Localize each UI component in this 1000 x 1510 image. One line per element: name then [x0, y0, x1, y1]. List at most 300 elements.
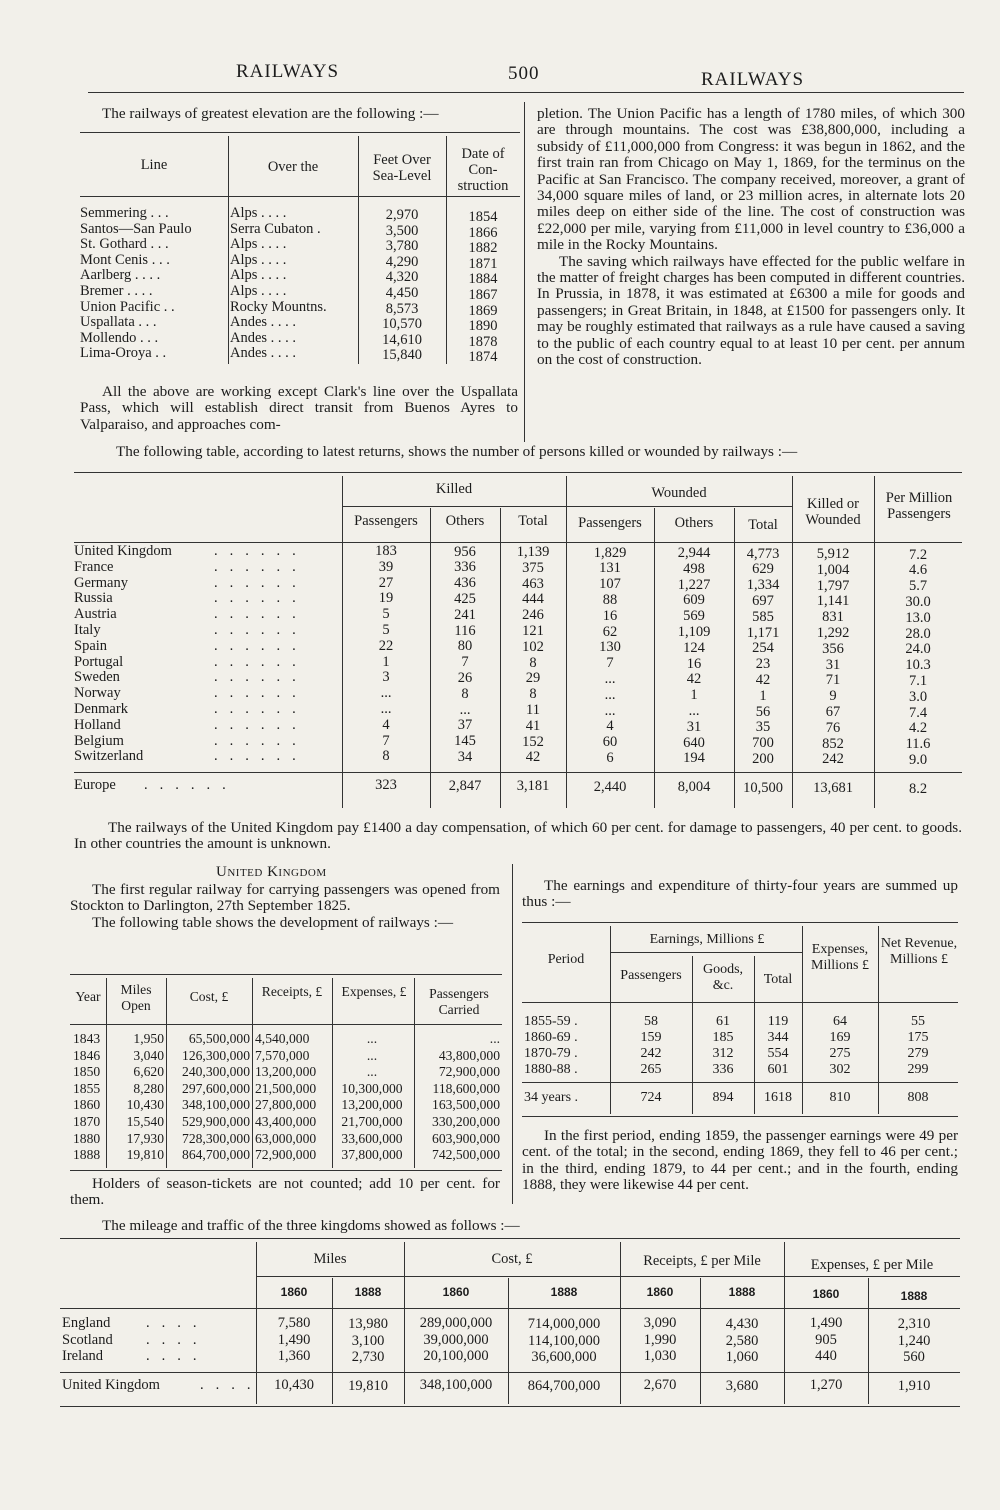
earnings-p: 1860-69 . — [524, 1030, 578, 1045]
earnings-g: 336 — [712, 1062, 734, 1077]
accidents-intro: The following table, according to latest returns, shows the number of persons killed or wounded by railways :— — [116, 443, 798, 460]
season-ticket-note: Holders of season-tickets are not counted; add 10 per cent. for them. — [70, 1175, 500, 1209]
accidents-ko: ... — [459, 701, 471, 718]
earnings-total-e: 810 — [829, 1090, 851, 1105]
col-header-feet: Feet Over Sea-Level — [372, 152, 432, 184]
elevation-intro: The railways of greatest elevation are the following :— — [102, 105, 439, 122]
accidents-kt: 444 — [522, 591, 544, 608]
kingdom-name: England — [62, 1315, 111, 1331]
earnings-p: 1855-59 . — [524, 1014, 578, 1029]
accidents-kw: 1,292 — [816, 625, 850, 641]
union-pacific-paragraph: pletion. The Union Pacific has a length of 1780 miles, of which 300 are through mountains. The cost was £38,800,000, including a subsidy of £11,000,000 from Congress: it was begun in 1862, and the first train ran from Chicago on May 1, 1869, for the terminus on the Pacific at San Francisco. The company received, moreover, a grant of 34,000 square miles of land, or 23 million acres, in alternate lots 20 miles deep on either side of the line. The cost of construction was £22,000 per mile, varying from £11,000 in level country to £36,000 a mile in the Rocky Mountains. — [537, 105, 965, 254]
country-name: Sweden — [74, 669, 120, 686]
accidents-wt: 585 — [752, 608, 774, 625]
accidents-pm: 13.0 — [905, 609, 931, 626]
elevation-over: Andes . . . . — [230, 329, 297, 346]
uk-text: The first regular railway for carrying passengers was opened from Stockton to Darlington, 27th September 1825. The following table shows the development of railways :— — [70, 881, 500, 931]
accidents-ko: 7 — [461, 654, 469, 671]
uk-e: ... — [366, 1031, 378, 1046]
country-name: Spain — [74, 637, 108, 654]
mileage-e2: 560 — [903, 1349, 925, 1365]
earnings-g: 61 — [716, 1014, 730, 1029]
earnings-n: 175 — [907, 1030, 929, 1045]
elevation-feet: 4,320 — [385, 269, 419, 286]
mileage-e1: 440 — [815, 1348, 837, 1364]
accidents-pm: 24.0 — [905, 641, 931, 658]
uk-c: 297,600,000 — [182, 1080, 250, 1096]
accidents-wp: 4 — [606, 718, 614, 735]
uk-m: 15,540 — [126, 1114, 164, 1129]
accidents-wp: ... — [604, 686, 616, 703]
elevation-date: 1871 — [468, 255, 498, 272]
accidents-wt: 1,334 — [746, 577, 780, 594]
earnings-n: 279 — [907, 1046, 929, 1061]
accidents-wt: 56 — [755, 703, 771, 720]
accidents-ko: 145 — [454, 733, 476, 750]
accidents-kp: 19 — [378, 590, 394, 607]
earnings-after: In the first period, ending 1859, the passenger earnings were 49 per cent. of the total; in the second, ending 1869, they fell to 46 per cent.; in the third, ending 1879, to 44 per cent.; and in the fourth, ending 1888, they were likewise 44 per cent. — [522, 1127, 958, 1194]
accidents-kt: 42 — [525, 749, 541, 766]
earnings-intro: The earnings and expenditure of thirty-four years are summed up thus :— — [522, 877, 958, 911]
accidents-wo: 194 — [683, 750, 705, 767]
accidents-kp: 7 — [382, 732, 390, 749]
col-header-killed-or-wounded: Killed or Wounded — [805, 496, 861, 528]
elevation-date: 1882 — [468, 240, 498, 257]
uk-p: 603,900,000 — [432, 1130, 500, 1146]
mileage-e1: 905 — [815, 1331, 837, 1348]
accidents-ko: 26 — [457, 669, 473, 686]
mileage-e2: 2,310 — [897, 1316, 931, 1332]
earnings-pa: 242 — [640, 1046, 662, 1061]
elevation-line-name: St. Gothard . . . — [80, 236, 169, 253]
accidents-ko: 436 — [454, 575, 476, 592]
elevation-over: Alps . . . . — [230, 236, 287, 253]
accidents-kw: 71 — [825, 672, 841, 689]
elevation-date: 1867 — [468, 287, 498, 303]
elevation-line-name: Bremer . . . . — [80, 283, 153, 299]
leader-dots: ...... — [214, 543, 308, 559]
accidents-pm: 7.4 — [908, 704, 928, 721]
mileage-e2: 1,240 — [897, 1332, 931, 1349]
mileage-m1: 10,430 — [274, 1377, 314, 1393]
saving-paragraph: The saving which railways have effected for the public welfare in the matter of freight charges has been computed in different countries. In Prussia, in 1878, it was estimated at £6300 a mile for goods and passengers; in Great Britain, in 1848, at £1500 for passengers only. It may be roughly estimated that railways as a rule have caused a saving to the public of each country equal to at least 10 per cent. per annum on the cost of construction. — [537, 252, 965, 369]
right-column-text — [537, 106, 965, 369]
accidents-kp: 5 — [382, 622, 390, 638]
accidents-pm: 7.2 — [908, 546, 928, 563]
column-divider-top — [524, 102, 525, 442]
earnings-total-g: 894 — [712, 1090, 734, 1105]
accidents-ko: 37 — [457, 717, 473, 734]
accidents-kt: 3,181 — [516, 778, 550, 794]
mileage-intro: The mileage and traffic of the three kingdoms showed as follows :— — [102, 1217, 520, 1234]
elevation-feet: 2,970 — [385, 207, 419, 223]
earnings-total-t: 1618 — [764, 1090, 792, 1105]
running-title-left: RAILWAYS — [236, 61, 340, 82]
earnings-n: 55 — [911, 1014, 925, 1029]
elevation-feet: 15,840 — [382, 347, 422, 364]
mileage-m2: 2,730 — [351, 1349, 385, 1365]
mileage-m1: 7,580 — [277, 1315, 311, 1331]
country-name: Denmark — [74, 701, 128, 717]
accidents-kw: 831 — [822, 609, 844, 626]
earnings-g: 312 — [712, 1046, 734, 1061]
accidents-wt: 200 — [752, 750, 774, 767]
mileage-r2: 2,580 — [725, 1332, 759, 1349]
accidents-ko: 956 — [454, 543, 476, 560]
accidents-kt: 152 — [522, 733, 544, 750]
accidents-kt: 102 — [522, 638, 544, 655]
accidents-wp: 62 — [602, 623, 618, 640]
col-header-per-million: Per Million Passengers — [885, 490, 953, 522]
elevation-line-name: Uspallata . . . — [80, 314, 157, 331]
uk-e: ... — [366, 1064, 378, 1080]
leader-dots: ...... — [214, 637, 308, 654]
elevation-over: Andes . . . . — [230, 345, 297, 362]
accidents-kp: 39 — [378, 558, 394, 575]
uk-p: 43,800,000 — [438, 1047, 500, 1063]
accidents-pm: 28.0 — [905, 625, 931, 642]
leader-dots: ...... — [214, 558, 308, 575]
col-header-date: Date of Construction — [457, 146, 509, 194]
mileage-r2: 1,060 — [725, 1349, 759, 1365]
accidents-pm: 3.0 — [908, 688, 928, 705]
kingdom-name: Scotland — [62, 1331, 113, 1348]
uk-e: ... — [366, 1047, 378, 1063]
accidents-kw: 852 — [822, 735, 844, 752]
country-name: Belgium — [74, 732, 124, 749]
accidents-kp: 183 — [375, 543, 397, 559]
mileage-r2: 4,430 — [725, 1316, 759, 1332]
accidents-wo: 569 — [683, 608, 705, 625]
accidents-pm: 7.1 — [908, 672, 928, 689]
uk-c: 529,900,000 — [182, 1114, 250, 1129]
earnings-total-p: 34 years . — [524, 1090, 579, 1105]
accidents-pm: 5.7 — [908, 578, 928, 595]
accidents-kw: 356 — [822, 640, 844, 657]
accidents-kw: 242 — [822, 751, 844, 768]
leader-dots: ...... — [214, 622, 308, 638]
uk-y: 1850 — [73, 1064, 101, 1080]
uk-y: 1843 — [73, 1031, 101, 1046]
accidents-pm: 9.0 — [908, 751, 928, 768]
mileage-r1: 1,030 — [643, 1348, 677, 1364]
uk-p: 163,500,000 — [432, 1097, 500, 1113]
leader-dots: .... — [146, 1315, 209, 1331]
leader-dots: .... — [200, 1377, 263, 1393]
elevation-over: Serra Cubaton . — [230, 220, 321, 237]
mileage-c1: 289,000,000 — [419, 1315, 493, 1331]
leader-dots: ...... — [214, 701, 308, 717]
earnings-p: 1880-88 . — [524, 1062, 578, 1077]
elevation-feet: 4,450 — [385, 285, 419, 301]
leader-dots: ...... — [214, 606, 308, 623]
column-divider-bottom — [512, 864, 513, 1204]
accidents-kt: 121 — [522, 623, 544, 639]
accidents-wo: ... — [688, 703, 700, 719]
mileage-c1: 20,100,000 — [423, 1348, 489, 1364]
mileage-r1: 2,670 — [643, 1377, 677, 1393]
country-name: France — [74, 558, 114, 575]
elevation-feet: 3,500 — [385, 222, 419, 239]
uk-m: 10,430 — [126, 1097, 164, 1113]
earnings-t: 601 — [767, 1062, 789, 1077]
accidents-kp: 323 — [375, 777, 397, 793]
leader-dots: ...... — [214, 748, 308, 765]
leader-dots: .... — [146, 1331, 209, 1348]
accidents-wp: 16 — [602, 607, 618, 624]
uk-c: 348,100,000 — [182, 1097, 250, 1113]
accidents-kw: 1,797 — [816, 577, 850, 594]
accidents-kt: 41 — [525, 717, 541, 734]
col-header-over: Over the — [267, 159, 319, 175]
accidents-wo: 31 — [686, 718, 702, 735]
uk-m: 1,950 — [133, 1031, 164, 1046]
leader-dots: ...... — [144, 777, 238, 793]
accidents-wo: 1 — [690, 687, 698, 704]
uk-r: 43,400,000 — [255, 1114, 317, 1129]
leader-dots: ...... — [214, 590, 308, 607]
accidents-kw: 1,004 — [816, 561, 850, 578]
accidents-kw: 13,681 — [813, 780, 853, 796]
uk-p: ... — [489, 1031, 500, 1046]
accidents-kp: 8 — [382, 748, 390, 765]
elevation-date: 1878 — [468, 333, 498, 350]
mileage-c2: 114,100,000 — [528, 1332, 600, 1349]
accidents-kp: 27 — [378, 574, 394, 591]
accidents-wt: 700 — [752, 735, 774, 752]
accidents-pm: 4.6 — [908, 562, 928, 579]
elevation-line-name: Santos—San Paulo — [80, 220, 192, 237]
elevation-feet: 14,610 — [382, 331, 422, 348]
uk-r: 27,800,000 — [255, 1097, 317, 1113]
accidents-kt: 29 — [525, 670, 541, 687]
earnings-e: 302 — [829, 1062, 851, 1077]
accidents-wo: 609 — [683, 592, 705, 609]
country-name: Russia — [74, 590, 113, 607]
country-name: Norway — [74, 685, 121, 702]
accidents-wt: 629 — [752, 561, 774, 578]
earnings-pa: 58 — [644, 1014, 658, 1029]
country-name: Portugal — [74, 653, 124, 670]
accidents-ko: 336 — [454, 559, 476, 576]
uk-m: 8,280 — [133, 1080, 164, 1096]
earnings-e: 275 — [829, 1046, 851, 1061]
accidents-pm: 10.3 — [905, 657, 931, 674]
country-name: United Kingdom — [74, 543, 172, 559]
earnings-n: 299 — [907, 1062, 929, 1077]
kingdom-name: Ireland — [62, 1348, 104, 1364]
uk-r: 4,540,000 — [255, 1031, 310, 1046]
uk-e: 13,200,000 — [341, 1097, 403, 1113]
accidents-kw: 67 — [825, 704, 841, 720]
uk-r: 72,900,000 — [255, 1147, 317, 1163]
country-name: Switzerland — [74, 748, 144, 765]
uk-r: 13,200,000 — [255, 1064, 317, 1080]
elevation-line-name: Lima-Oroya . . — [80, 345, 167, 362]
elevation-over: Alps . . . . — [230, 205, 287, 221]
uk-e: 21,700,000 — [341, 1114, 403, 1129]
accidents-wo: 16 — [686, 655, 702, 672]
accidents-wp: 88 — [602, 591, 618, 608]
accidents-table: Killed Wounded Passengers Others Total Passengers Others Total Killed or Wounded Per Million Passengers United Kingdom ...... 183 956 1,139 1,829 2,944 4,773 5,912 7.2 France ...... 39 336 375 131 498 629 1,004 4.6 Germany ...... 27 436 463 107 1,227 1,334 1,797 5.7 Russia ...... 19 425 444 88 609 697 1,141 30.0 Austria ...... 5 241 246 16 569 585 831 13.0 Italy ...... 5 116 121 62 1,109 1,171 1,292 28.0 Spain ...... 22 80 102 130 124 254 356 24.0 Portugal ...... 1 7 8 7 16 23 31 10.3 Sweden ...... 3 26 29 ... 42 42 71 7.1 Norway ...... ... 8 8 ... 1 1 9 3.0 Denmark ...... ... ... 11 ... ... 56 67 7.4 Holland ...... 4 37 41 4 31 35 76 4.2 Belgium ...... 7 145 152 60 640 700 852 11.6 Switzerland ...... 8 34 42 6 194 200 242 9.0 Europe ...... 323 2,847 3,181 2,440 8,004 10,500 13,681 8.2 — [74, 472, 962, 812]
uk-p: 330,200,000 — [432, 1114, 500, 1129]
accidents-ko: 116 — [454, 622, 476, 639]
accidents-kp: 4 — [382, 716, 390, 733]
compensation-text: The railways of the United Kingdom pay £1400 a day compensation, of which 60 per cent. for damage to passengers, 40 per cent. to goods. In other countries the amount is unknown. — [74, 819, 962, 853]
page-number: 500 — [508, 63, 540, 84]
country-name: Austria — [74, 606, 117, 623]
accidents-kt: 463 — [522, 575, 544, 592]
uk-c: 728,300,000 — [182, 1130, 250, 1146]
accidents-kt: 375 — [522, 559, 544, 576]
uk-e: 33,600,000 — [341, 1130, 403, 1146]
col-header-line: Line — [140, 157, 168, 173]
mileage-c1: 348,100,000 — [419, 1377, 493, 1393]
uk-y: 1860 — [73, 1097, 101, 1113]
accidents-kp: 1 — [382, 653, 390, 670]
accidents-wp: 107 — [599, 576, 621, 593]
leader-dots: ...... — [214, 669, 308, 686]
accidents-kp: ... — [380, 701, 392, 717]
uk-y: 1870 — [73, 1114, 101, 1129]
accidents-wo: 2,944 — [677, 545, 711, 561]
accidents-wt: 42 — [755, 671, 771, 688]
header-rule — [88, 92, 964, 93]
earnings-e: 169 — [829, 1030, 851, 1045]
accidents-wt: 697 — [752, 592, 774, 609]
accidents-kt: 246 — [522, 607, 544, 624]
accidents-wp: 7 — [606, 655, 614, 672]
accidents-wt: 254 — [752, 640, 774, 657]
accidents-kt: 1,139 — [516, 544, 550, 560]
leader-dots: ...... — [214, 685, 308, 702]
accidents-wp: 1,829 — [593, 544, 627, 561]
uk-m: 6,620 — [133, 1064, 164, 1080]
accidents-wt: 1 — [759, 687, 767, 704]
leader-dots: ...... — [214, 653, 308, 670]
uk-p: 742,500,000 — [432, 1147, 500, 1163]
accidents-ko: 80 — [457, 638, 473, 655]
leader-dots: ...... — [214, 574, 308, 591]
accidents-kt: 11 — [526, 702, 540, 718]
accidents-kp: 5 — [382, 606, 390, 623]
uk-c: 864,700,000 — [182, 1147, 250, 1163]
mileage-m2: 13,980 — [348, 1316, 388, 1332]
accidents-wp: 6 — [606, 749, 614, 766]
uk-y: 1855 — [73, 1080, 101, 1096]
accidents-wp: 60 — [602, 734, 618, 751]
elevation-feet: 3,780 — [385, 238, 419, 255]
elevation-feet: 4,290 — [385, 253, 419, 270]
mileage-m1: 1,490 — [277, 1331, 311, 1348]
accidents-ko: 2,847 — [448, 777, 482, 794]
accidents-wo: 640 — [683, 734, 705, 751]
elevation-over: Andes . . . . — [230, 314, 297, 331]
earnings-t: 344 — [767, 1030, 789, 1045]
accidents-kw: 5,912 — [816, 546, 850, 562]
earnings-pa: 265 — [640, 1062, 662, 1077]
earnings-g: 185 — [712, 1030, 734, 1045]
mileage-r1: 3,090 — [643, 1315, 677, 1331]
accidents-ko: 34 — [457, 748, 473, 765]
elevation-date: 1884 — [468, 271, 498, 288]
earnings-table: Period Earnings, Millions £ Passengers Goods, &c. Total Expenses, Millions £ Net Revenue, Millions £ 1855-59 . 58 61 119 64 55 1860-69 . 159 185 344 169 175 1870-79 . 242 312 554 275 279 1880-88 . 265 336 601 302 299 34 years . 724 894 1618 810 808 — [522, 922, 958, 1118]
accidents-kw: 1,141 — [816, 593, 850, 610]
country-name: Germany — [74, 574, 128, 591]
running-title-right: RAILWAYS — [701, 69, 805, 90]
accidents-pm: 8.2 — [908, 780, 928, 797]
uk-c: 240,300,000 — [182, 1064, 250, 1080]
uk-m: 3,040 — [133, 1047, 164, 1063]
mileage-m1: 1,360 — [277, 1348, 311, 1364]
elevation-line-name: Mollendo . . . — [80, 329, 159, 346]
uk-c: 65,500,000 — [188, 1031, 250, 1046]
accidents-kw: 9 — [829, 688, 837, 705]
uk-c: 126,300,000 — [182, 1047, 250, 1063]
uk-p: 72,900,000 — [438, 1064, 500, 1080]
uk-e: 37,800,000 — [341, 1147, 403, 1163]
earnings-t: 119 — [767, 1014, 789, 1029]
uk-y: 1880 — [73, 1130, 101, 1146]
uk-m: 17,930 — [126, 1130, 164, 1146]
accidents-kw: 76 — [825, 719, 841, 736]
accidents-wo: 124 — [683, 639, 705, 656]
accidents-kp: 22 — [378, 637, 394, 654]
accidents-ko: 8 — [461, 685, 469, 702]
elevation-over: Alps . . . . — [230, 267, 287, 284]
accidents-kp: ... — [380, 685, 392, 702]
uk-r: 21,500,000 — [255, 1080, 317, 1096]
uk-r: 7,570,000 — [255, 1047, 310, 1063]
uk-e: 10,300,000 — [341, 1080, 403, 1096]
country-name: Italy — [74, 622, 101, 638]
earnings-p: 1870-79 . — [524, 1046, 578, 1061]
accidents-kw: 31 — [825, 656, 841, 673]
col-header-wounded: Wounded — [651, 485, 707, 501]
mileage-c2: 36,600,000 — [531, 1349, 597, 1365]
elevation-date: 1869 — [468, 302, 498, 319]
accidents-wt: 35 — [755, 719, 771, 736]
mileage-m2: 3,100 — [351, 1332, 385, 1349]
mileage-c2: 714,000,000 — [527, 1316, 601, 1332]
mileage-r1: 1,990 — [643, 1331, 677, 1348]
accidents-wo: 498 — [683, 560, 705, 577]
mileage-e1: 1,270 — [809, 1377, 843, 1393]
country-name: Europe — [74, 777, 116, 793]
earnings-total-pa: 724 — [640, 1090, 662, 1105]
uk-y: 1888 — [73, 1147, 101, 1163]
elevation-line-name: Mont Cenis . . . — [80, 251, 170, 268]
uk-y: 1846 — [73, 1047, 101, 1063]
mileage-c1: 39,000,000 — [423, 1331, 489, 1348]
uk-m: 19,810 — [126, 1147, 164, 1163]
accidents-ko: 241 — [454, 606, 476, 623]
mileage-r2: 3,680 — [725, 1378, 759, 1394]
elevation-date: 1890 — [468, 318, 498, 335]
elevation-line-name: Aarlberg . . . . — [80, 267, 161, 284]
elevation-date: 1874 — [468, 349, 498, 366]
earnings-e: 64 — [833, 1014, 847, 1029]
accidents-wp: 131 — [599, 560, 621, 577]
accidents-kp: 3 — [382, 669, 390, 686]
earnings-total-n: 808 — [907, 1090, 929, 1105]
elevation-after: All the above are working except Clark's line over the Uspallata Pass, which will establish direct transit from Buenos Ayres to Valparaiso, and approaches com- — [80, 383, 518, 433]
uk-p: 118,600,000 — [432, 1080, 500, 1096]
accidents-pm: 11.6 — [905, 736, 931, 753]
accidents-wt: 1,171 — [746, 624, 780, 641]
accidents-wp: 2,440 — [593, 778, 627, 795]
elevation-line-name: Semmering . . . — [80, 205, 169, 221]
